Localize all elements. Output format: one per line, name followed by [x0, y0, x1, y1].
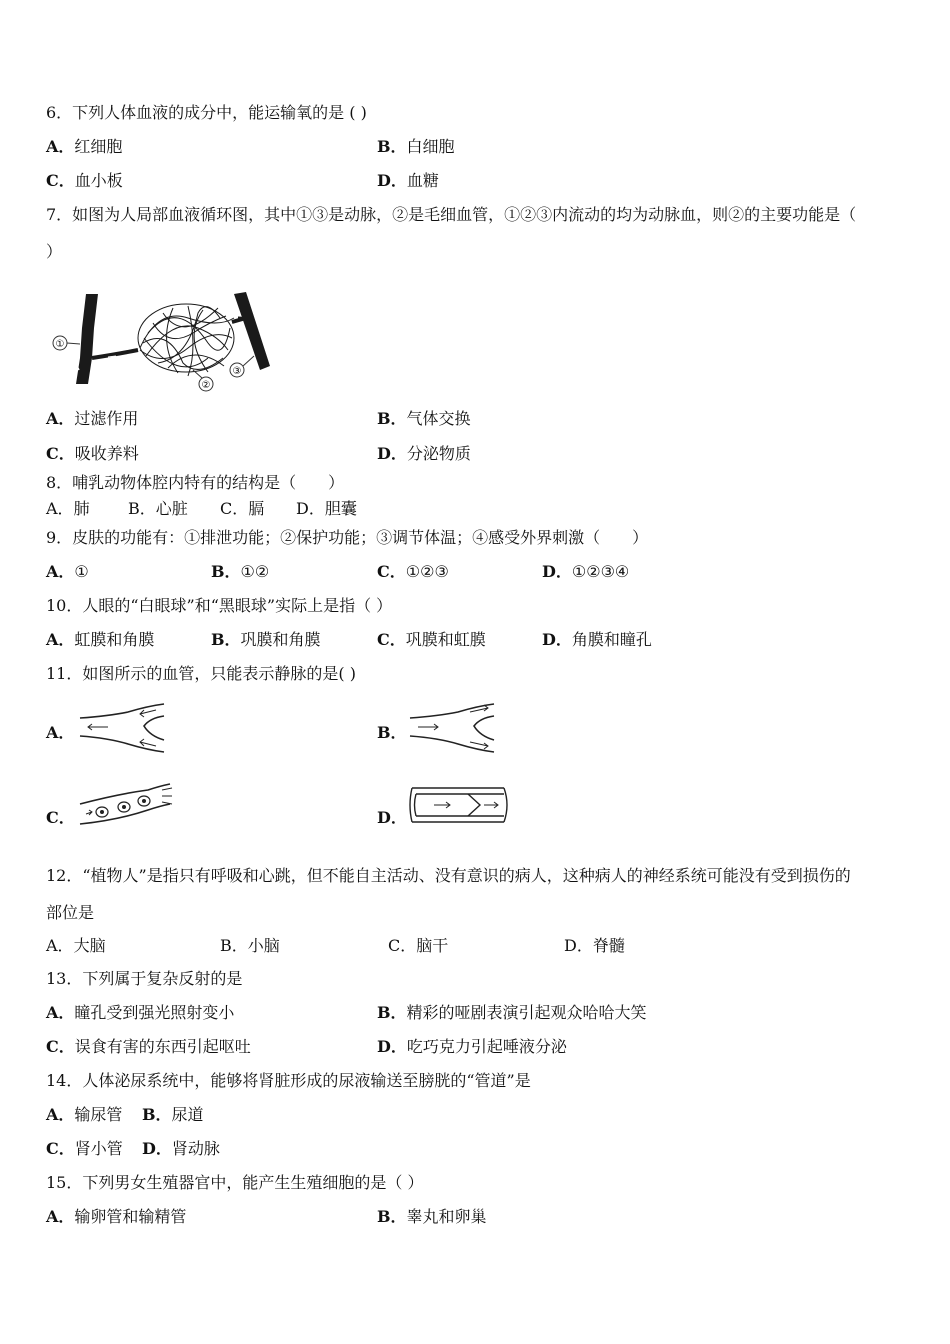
- q13-option-d: D．吃巧克力引起唾液分泌: [377, 1037, 567, 1056]
- q15-stem: 15．下列男女生殖器官中，能产生生殖细胞的是（ ）: [46, 1173, 424, 1192]
- q7-option-a: A．过滤作用: [46, 409, 139, 428]
- q6-option-b: B．白细胞: [377, 137, 455, 156]
- q12-option-c: C．脑干: [388, 936, 449, 955]
- q11-option-b-label: B．: [377, 723, 407, 742]
- q10-stem: 10．人眼的“白眼球”和“黑眼球”实际上是指（ ）: [46, 596, 393, 615]
- q12-option-d: D．脊髓: [564, 936, 625, 955]
- q7-stem-line2: ）: [46, 242, 63, 261]
- q13-option-b: B．精彩的哑剧表演引起观众哈哈大笑: [377, 1003, 647, 1022]
- q7-option-c: C．吸收养料: [46, 444, 139, 463]
- q14-option-d: D．肾动脉: [142, 1139, 220, 1158]
- q7-stem-line1: 7．如图为人局部血液循环图，其中①③是动脉，②是毛细血管，①②③内流动的均为动脉血，则②的主要功能是（: [46, 205, 857, 224]
- q10-option-d: D．角膜和瞳孔: [542, 630, 652, 649]
- q14-stem: 14．人体泌尿系统中，能够将肾脏形成的尿液输送至膀胱的“管道”是: [46, 1071, 531, 1090]
- q10-option-a: A．虹膜和角膜: [46, 630, 155, 649]
- q15-option-b: B．睾丸和卵巢: [377, 1207, 487, 1226]
- q6-option-a: A．红细胞: [46, 137, 123, 156]
- q9-stem: 9．皮肤的功能有：①排泄功能；②保护功能；③调节体温；④感受外界刺激（ ）: [46, 528, 649, 547]
- q11-figure-d: [408, 784, 514, 826]
- q9-option-a: A．①: [46, 562, 89, 581]
- q8-option-a: A．肺: [46, 499, 90, 518]
- q14-option-a: A．输尿管: [46, 1105, 123, 1124]
- label-1: ①: [55, 339, 65, 350]
- q6-option-d: D．血糖: [377, 171, 439, 190]
- capillary-network: [138, 304, 234, 376]
- q11-stem: 11．如图所示的血管，只能表示静脉的是( ): [46, 664, 356, 683]
- blood-circulation-figure: [48, 288, 278, 394]
- q14-option-c: C．肾小管: [46, 1139, 123, 1158]
- q14-option-b: B．尿道: [142, 1105, 204, 1124]
- label-3: ③: [232, 366, 242, 377]
- q9-option-d: D．①②③④: [542, 562, 630, 581]
- q6-option-c: C．血小板: [46, 171, 123, 190]
- q8-option-d: D．胆囊: [296, 499, 357, 518]
- q12-stem-line1: 12．“植物人”是指只有呼吸和心跳，但不能自主活动、没有意识的病人，这种病人的神经系统可能没有受到损伤的: [46, 866, 851, 885]
- q11-option-a-label: A．: [46, 723, 75, 742]
- q7-option-d: D．分泌物质: [377, 444, 471, 463]
- q11-figure-a: [78, 700, 170, 754]
- artery-1: [76, 294, 98, 384]
- q11-figure-b: [408, 700, 500, 754]
- q9-option-b: B．①②: [211, 562, 270, 581]
- q12-option-a: A．大脑: [46, 936, 106, 955]
- q6-stem: 6．下列人体血液的成分中，能运输氧的是 ( ): [46, 103, 367, 122]
- q11-option-d-label: D．: [377, 808, 407, 827]
- q15-option-a: A．输卵管和输精管: [46, 1207, 187, 1226]
- q8-stem: 8．哺乳动物体腔内特有的结构是（ ）: [46, 473, 345, 492]
- q7-option-b: B．气体交换: [377, 409, 471, 428]
- q9-option-c: C．①②③: [377, 562, 449, 581]
- q8-option-c: C．膈: [220, 499, 265, 518]
- q10-option-b: B．巩膜和角膜: [211, 630, 321, 649]
- q13-option-c: C．误食有害的东西引起呕吐: [46, 1037, 251, 1056]
- q13-stem: 13．下列属于复杂反射的是: [46, 969, 243, 988]
- label-2: ②: [201, 380, 211, 391]
- q11-figure-c: [78, 782, 174, 830]
- q11-option-c-label: C．: [46, 808, 75, 827]
- q12-option-b: B．小脑: [220, 936, 280, 955]
- q10-option-c: C．巩膜和虹膜: [377, 630, 486, 649]
- q12-stem-line2: 部位是: [46, 903, 95, 922]
- q8-option-b: B．心脏: [128, 499, 188, 518]
- q13-option-a: A．瞳孔受到强光照射变小: [46, 1003, 235, 1022]
